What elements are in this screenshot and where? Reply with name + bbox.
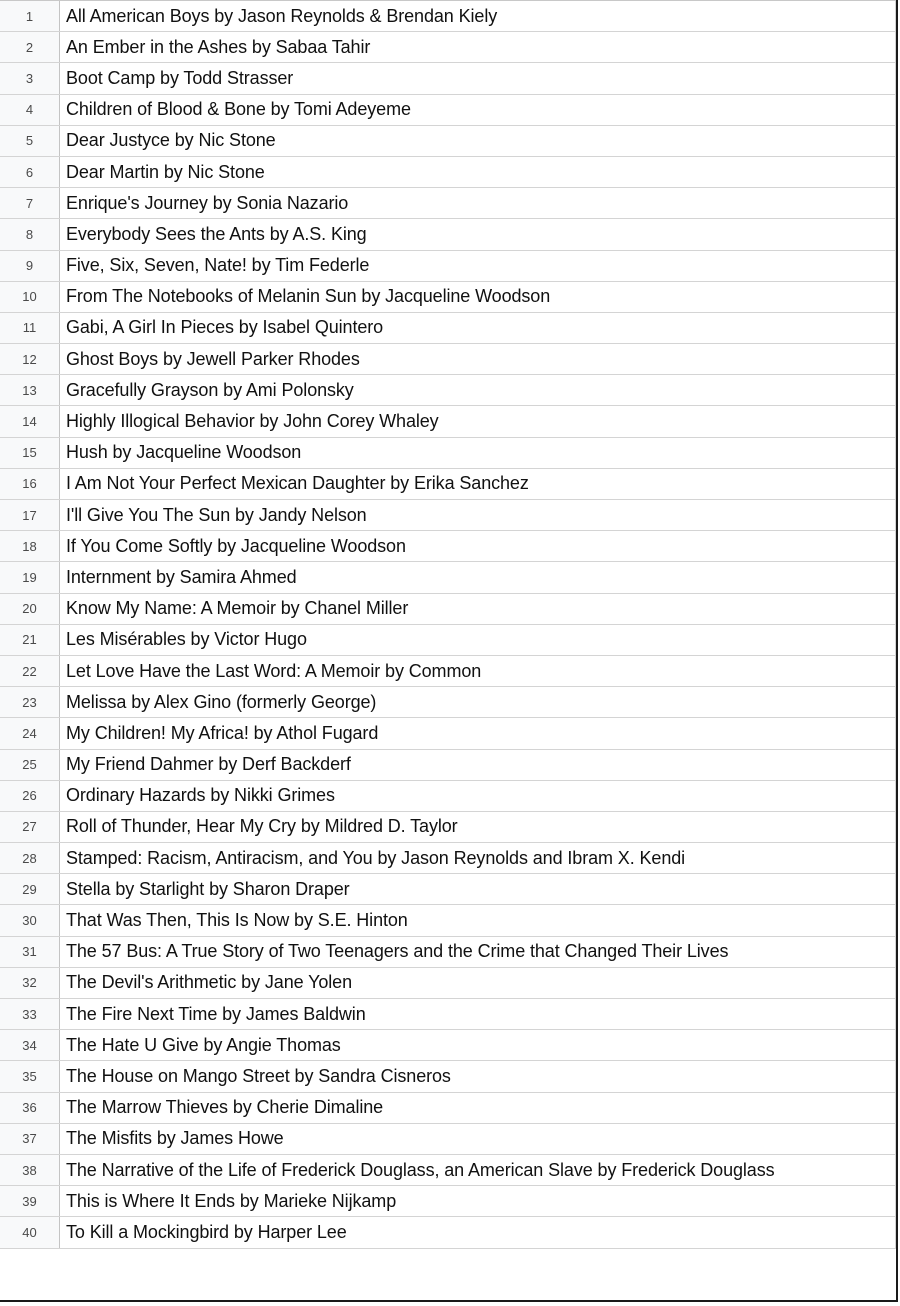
row-number-header[interactable]: 27 — [0, 812, 60, 842]
row-number-header[interactable]: 4 — [0, 95, 60, 125]
table-row — [0, 469, 896, 500]
row-number-header[interactable]: 29 — [0, 874, 60, 904]
row-number-header[interactable]: 20 — [0, 594, 60, 624]
table-row — [0, 63, 896, 94]
table-row — [0, 905, 896, 936]
table-row — [0, 781, 896, 812]
table-row — [0, 157, 896, 188]
book-title-cell[interactable]: Dear Martin by Nic Stone — [60, 157, 896, 187]
table-row — [0, 968, 896, 999]
row-number-header[interactable]: 2 — [0, 32, 60, 62]
table-row — [0, 812, 896, 843]
book-title-cell[interactable]: Internment by Samira Ahmed — [60, 562, 896, 592]
table-row — [0, 1093, 896, 1124]
book-title-cell[interactable]: The Hate U Give by Angie Thomas — [60, 1030, 896, 1060]
row-number-header[interactable]: 19 — [0, 562, 60, 592]
row-number-header[interactable]: 22 — [0, 656, 60, 686]
book-title-cell[interactable]: Enrique's Journey by Sonia Nazario — [60, 188, 896, 218]
row-number-header[interactable]: 5 — [0, 126, 60, 156]
book-title-cell[interactable]: I Am Not Your Perfect Mexican Daughter by Erika Sanchez — [60, 469, 896, 499]
book-title-cell[interactable]: My Friend Dahmer by Derf Backderf — [60, 750, 896, 780]
table-row — [0, 1030, 896, 1061]
table-row — [0, 1217, 896, 1248]
row-number-header[interactable]: 15 — [0, 438, 60, 468]
book-title-cell[interactable]: Gabi, A Girl In Pieces by Isabel Quintero — [60, 313, 896, 343]
row-number-header[interactable]: 10 — [0, 282, 60, 312]
table-row — [0, 344, 896, 375]
row-number-header[interactable]: 39 — [0, 1186, 60, 1216]
book-title-cell[interactable]: Stella by Starlight by Sharon Draper — [60, 874, 896, 904]
table-row — [0, 656, 896, 687]
table-row — [0, 406, 896, 437]
table-row — [0, 1124, 896, 1155]
book-title-cell[interactable]: The Fire Next Time by James Baldwin — [60, 999, 896, 1029]
book-title-cell[interactable]: An Ember in the Ashes by Sabaa Tahir — [60, 32, 896, 62]
table-row — [0, 874, 896, 905]
table-row — [0, 594, 896, 625]
book-title-cell[interactable]: Les Misérables by Victor Hugo — [60, 625, 896, 655]
book-title-cell[interactable]: Highly Illogical Behavior by John Corey Whaley — [60, 406, 896, 436]
row-number-header[interactable]: 33 — [0, 999, 60, 1029]
table-row — [0, 219, 896, 250]
row-number-header[interactable]: 8 — [0, 219, 60, 249]
table-row — [0, 500, 896, 531]
book-title-cell[interactable]: Boot Camp by Todd Strasser — [60, 63, 896, 93]
table-row — [0, 1186, 896, 1217]
table-row — [0, 375, 896, 406]
row-number-header[interactable]: 24 — [0, 718, 60, 748]
table-row — [0, 687, 896, 718]
row-number-header[interactable]: 1 — [0, 1, 60, 31]
book-title-cell[interactable]: Ghost Boys by Jewell Parker Rhodes — [60, 344, 896, 374]
book-title-cell[interactable]: Ordinary Hazards by Nikki Grimes — [60, 781, 896, 811]
row-number-header[interactable]: 25 — [0, 750, 60, 780]
table-row — [0, 1, 896, 32]
table-row — [0, 282, 896, 313]
book-title-cell[interactable]: Roll of Thunder, Hear My Cry by Mildred D. Taylor — [60, 812, 896, 842]
table-row — [0, 718, 896, 749]
table-row — [0, 313, 896, 344]
row-number-header[interactable]: 9 — [0, 251, 60, 281]
row-number-header[interactable]: 12 — [0, 344, 60, 374]
book-title-cell[interactable]: Know My Name: A Memoir by Chanel Miller — [60, 594, 896, 624]
row-number-header[interactable]: 26 — [0, 781, 60, 811]
row-number-header[interactable]: 3 — [0, 63, 60, 93]
book-title-cell[interactable]: Dear Justyce by Nic Stone — [60, 126, 896, 156]
book-title-cell[interactable]: Children of Blood & Bone by Tomi Adeyeme — [60, 95, 896, 125]
book-title-cell[interactable]: This is Where It Ends by Marieke Nijkamp — [60, 1186, 896, 1216]
row-number-header[interactable]: 35 — [0, 1061, 60, 1091]
book-title-cell[interactable]: Hush by Jacqueline Woodson — [60, 438, 896, 468]
row-number-header[interactable]: 7 — [0, 188, 60, 218]
book-title-cell[interactable]: The Narrative of the Life of Frederick Douglass, an American Slave by Frederick Douglass — [60, 1155, 896, 1185]
table-row — [0, 625, 896, 656]
row-number-header[interactable]: 38 — [0, 1155, 60, 1185]
table-row — [0, 32, 896, 63]
table-row — [0, 1061, 896, 1092]
book-title-cell[interactable]: That Was Then, This Is Now by S.E. Hinton — [60, 905, 896, 935]
row-number-header[interactable]: 6 — [0, 157, 60, 187]
book-title-cell[interactable]: I'll Give You The Sun by Jandy Nelson — [60, 500, 896, 530]
row-number-header[interactable]: 37 — [0, 1124, 60, 1154]
table-row — [0, 438, 896, 469]
table-row — [0, 562, 896, 593]
table-row — [0, 531, 896, 562]
table-row — [0, 750, 896, 781]
book-title-cell[interactable]: The House on Mango Street by Sandra Cisneros — [60, 1061, 896, 1091]
row-number-header[interactable]: 40 — [0, 1217, 60, 1247]
row-number-header[interactable]: 17 — [0, 500, 60, 530]
book-title-cell[interactable]: From The Notebooks of Melanin Sun by Jacqueline Woodson — [60, 282, 896, 312]
book-title-cell[interactable]: Stamped: Racism, Antiracism, and You by Jason Reynolds and Ibram X. Kendi — [60, 843, 896, 873]
table-row — [0, 999, 896, 1030]
row-number-header[interactable]: 31 — [0, 937, 60, 967]
book-title-cell[interactable]: The Misfits by James Howe — [60, 1124, 896, 1154]
book-title-cell[interactable]: To Kill a Mockingbird by Harper Lee — [60, 1217, 896, 1247]
book-title-cell[interactable]: Melissa by Alex Gino (formerly George) — [60, 687, 896, 717]
row-number-header[interactable]: 30 — [0, 905, 60, 935]
row-number-header[interactable]: 28 — [0, 843, 60, 873]
book-title-cell[interactable]: The 57 Bus: A True Story of Two Teenagers and the Crime that Changed Their Lives — [60, 937, 896, 967]
table-row — [0, 251, 896, 282]
book-title-cell[interactable]: The Devil's Arithmetic by Jane Yolen — [60, 968, 896, 998]
row-number-header[interactable]: 21 — [0, 625, 60, 655]
table-row — [0, 843, 896, 874]
table-row — [0, 1155, 896, 1186]
book-title-cell[interactable]: If You Come Softly by Jacqueline Woodson — [60, 531, 896, 561]
table-row — [0, 188, 896, 219]
book-title-cell[interactable]: Everybody Sees the Ants by A.S. King — [60, 219, 896, 249]
row-number-header[interactable]: 32 — [0, 968, 60, 998]
frame-bottom-border — [0, 1300, 898, 1302]
book-title-cell[interactable]: Five, Six, Seven, Nate! by Tim Federle — [60, 251, 896, 281]
row-number-header[interactable]: 18 — [0, 531, 60, 561]
book-title-cell[interactable]: Let Love Have the Last Word: A Memoir by Common — [60, 656, 896, 686]
row-number-header[interactable]: 14 — [0, 406, 60, 436]
frame-right-border — [896, 0, 898, 1300]
row-number-header[interactable]: 23 — [0, 687, 60, 717]
book-title-cell[interactable]: My Children! My Africa! by Athol Fugard — [60, 718, 896, 748]
row-number-header[interactable]: 34 — [0, 1030, 60, 1060]
book-title-cell[interactable]: Gracefully Grayson by Ami Polonsky — [60, 375, 896, 405]
table-row — [0, 126, 896, 157]
row-number-header[interactable]: 36 — [0, 1093, 60, 1123]
row-number-header[interactable]: 11 — [0, 313, 60, 343]
table-row — [0, 95, 896, 126]
row-number-header[interactable]: 13 — [0, 375, 60, 405]
book-title-cell[interactable]: The Marrow Thieves by Cherie Dimaline — [60, 1093, 896, 1123]
book-title-cell[interactable]: All American Boys by Jason Reynolds & Brendan Kiely — [60, 1, 896, 31]
row-number-header[interactable]: 16 — [0, 469, 60, 499]
table-row — [0, 937, 896, 968]
